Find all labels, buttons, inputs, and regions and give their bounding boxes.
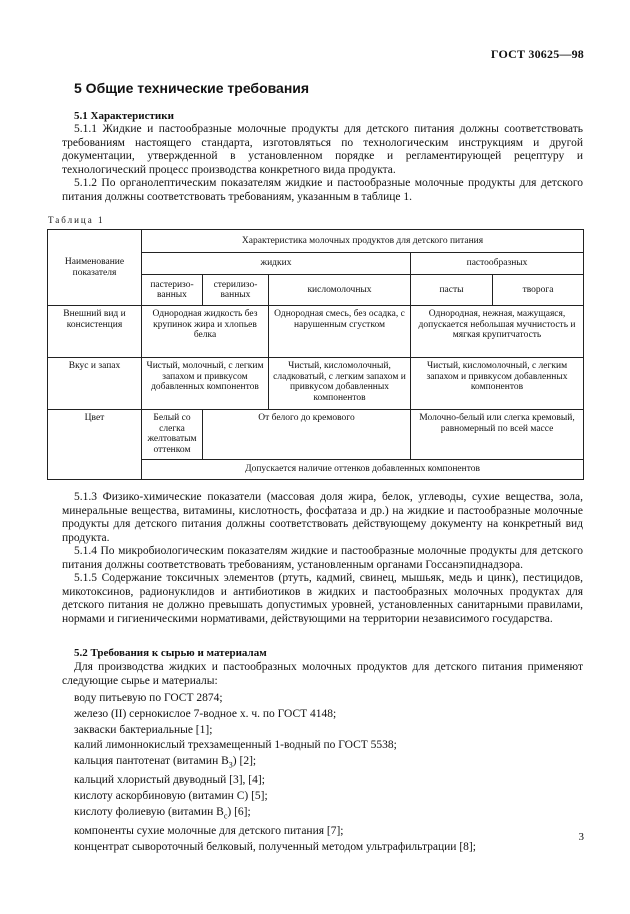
document-code: ГОСТ 30625—98 bbox=[490, 47, 584, 61]
list-item: концентрат сывороточный белковый, полученный методом ультрафильтрации [8]; bbox=[74, 840, 476, 853]
list-item: железо (II) сернокислое 7-водное х. ч. по ГОСТ 4148; bbox=[74, 707, 337, 720]
materials-intro-text: Для производства жидких и пастообразных молочных продуктов для детского питания применяют следующие сырье и материалы: bbox=[62, 661, 583, 687]
row-color-paste: Молочно-белый или слегка кремовый, равномерный по всей массе bbox=[411, 410, 584, 460]
row-taste-name: Вкус и запах bbox=[48, 358, 142, 410]
row-color-middle: От белого до кремового bbox=[203, 410, 411, 460]
header-sterilized: стерилизо-ванных bbox=[203, 275, 269, 306]
row-color-note: Допускается наличие оттенков добавленных компонентов bbox=[142, 460, 584, 480]
clauses-5-1-1-to-5-1-2 bbox=[62, 123, 583, 204]
row-color-name: Цвет bbox=[48, 410, 142, 480]
subsection-5-1-heading: 5.1 Характеристики bbox=[74, 110, 174, 122]
header-indicator-name: Наименование показателя bbox=[48, 230, 142, 306]
header-fermented: кисломолочных bbox=[269, 275, 411, 306]
row-taste-paste: Чистый, кисломолочный, с легким запахом и привкусом добавленных компонентов bbox=[411, 358, 584, 410]
header-pasteurized: пастеризо-ванных bbox=[142, 275, 203, 306]
header-pastes: пасты bbox=[411, 275, 493, 306]
clause-5-1-2: 5.1.2 По органолептическим показателям жидкие и пастообразные молочные продукты для детского питания должны соответствовать требованиям, указанным в таблице 1. bbox=[62, 177, 583, 203]
list-item: кальция пантотенат (витамин $В_3$) [2]; bbox=[74, 755, 257, 770]
materials-list bbox=[74, 691, 476, 856]
row-color-pasteurized: Белый со слегка желтоватым оттенком bbox=[142, 410, 203, 460]
row-appearance-name: Внешний вид и консистенция bbox=[48, 306, 142, 358]
list-item: кислоту аскорбиновую (витамин С) [5]; bbox=[74, 790, 268, 803]
header-characteristic: Характеристика молочных продуктов для детского питания bbox=[142, 230, 584, 253]
clause-5-2-intro bbox=[62, 661, 583, 688]
clause-5-1-3: 5.1.3 Физико-химические показатели (массовая доля жира, белок, углеводы, сухие вещества, зола, минеральные вещества, витамины, кислотность, фосфатаза и др.) на жидкие и пастообразные молочные продукты для детского питания должны соответствовать действующему документу на конкретный вид продукта. bbox=[62, 491, 583, 544]
clause-5-1-4: 5.1.4 По микробиологическим показателям жидкие и пастообразные молочные продукты для детского питания должны соответствовать требованиям, установленным органами Госсанэпиднадзора. bbox=[62, 545, 583, 571]
list-item: воду питьевую по ГОСТ 2874; bbox=[74, 692, 223, 704]
row-taste-liquid: Чистый, молочный, с легким запахом и привкусом добавленных компонентов bbox=[142, 358, 269, 410]
clause-5-1-1: 5.1.1 Жидкие и пастообразные молочные продукты для детского питания должны соответствовать требованиям настоящего стандарта, изготовляться по технологическим инструкциям и другой документации, утвержденной в установленном порядке и регламентирующей рецептуру и технологический процесс производства конкретного вида продукта. bbox=[62, 123, 583, 176]
list-item: калий лимоннокислый трехзамещенный 1-водный по ГОСТ 5538; bbox=[74, 739, 397, 752]
row-appearance-fermented: Однородная смесь, без осадка, с нарушенным сгустком bbox=[269, 306, 411, 358]
clause-5-1-5: 5.1.5 Содержание токсичных элементов (ртуть, кадмий, свинец, мышьяк, медь и цинк), пестицидов, микотоксинов, радионуклидов и антибиотиков в жидких и пастообразных молочных продуктах для детского питания не должно превышать допустимых уровней, установленных санитарными правилами, нормами и гигиеническими нормативами, действующими на территории независимого государства. bbox=[62, 572, 583, 625]
header-paste: пастообразных bbox=[411, 253, 584, 275]
list-item: кальций хлористый двуводный [3], [4]; bbox=[74, 774, 265, 787]
row-appearance-liquid: Однородная жидкость без крупинок жира и хлопьев белка bbox=[142, 306, 269, 358]
list-item: кислоту фолиевую (витамин $В_с$) [6]; bbox=[74, 805, 251, 821]
header-curd: творога bbox=[493, 275, 584, 306]
table-1-caption: Таблица 1 bbox=[48, 215, 105, 225]
table-1 bbox=[47, 229, 584, 480]
row-appearance-paste: Однородная, нежная, мажущаяся, допускается небольшая мучнистость и мягкая крупитчатость bbox=[411, 306, 584, 358]
section-5-heading: 5 Общие технические требования bbox=[74, 80, 310, 96]
subsection-5-2-heading: 5.2 Требования к сырью и материалам bbox=[74, 647, 267, 659]
list-item: закваски бактериальные [1]; bbox=[74, 723, 213, 736]
page-number: 3 bbox=[578, 831, 584, 843]
clauses-5-1-3-to-5-1-5 bbox=[62, 491, 583, 626]
list-item: компоненты сухие молочные для детского питания [7]; bbox=[74, 824, 344, 837]
header-liquid: жидких bbox=[142, 253, 411, 275]
row-taste-fermented: Чистый, кисломолочный, сладковатый, с легким запахом и привкусом добавленных компонентов bbox=[269, 358, 411, 410]
